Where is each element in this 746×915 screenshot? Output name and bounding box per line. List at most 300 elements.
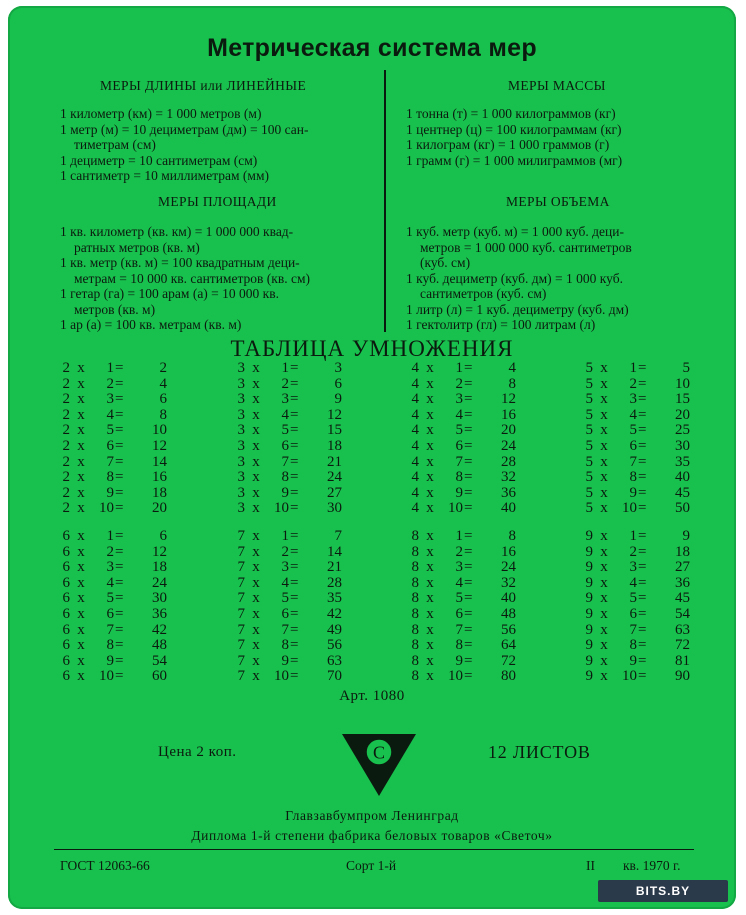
mult-cell: 6 (106, 437, 114, 454)
mult-cell: х (600, 375, 608, 392)
mult-cell: 4 (411, 453, 419, 470)
mult-cell: х (600, 469, 608, 486)
mult-cell: 6 (159, 391, 167, 408)
mult-cell: 6 (62, 605, 70, 622)
mult-cell: 9 (585, 637, 593, 654)
mult-cell: 9 (106, 484, 114, 501)
mult-row (579, 392, 690, 408)
mult-cell: = (290, 637, 299, 654)
mult-cell: 6 (62, 543, 70, 560)
mult-cell: = (290, 437, 299, 454)
volume-heading: МЕРЫ ОБЪЕМА (506, 194, 610, 209)
mult-cell: 40 (501, 590, 516, 607)
mult-row (231, 576, 342, 592)
mult-row (579, 408, 690, 424)
mult-cell: 3 (281, 391, 289, 408)
mult-cell: = (638, 422, 647, 439)
mult-cell: х (426, 543, 434, 560)
mult-row (405, 576, 516, 592)
mult-cell: 24 (501, 559, 516, 576)
mult-row (405, 377, 516, 393)
article-number: Арт. 1080 (339, 688, 405, 704)
manufacturer-line: Главзавбумпром Ленинград (285, 808, 459, 823)
mult-cell: 3 (237, 422, 245, 439)
mult-cell: х (77, 574, 85, 591)
mult-cell: 18 (327, 437, 342, 454)
mult-cell: 16 (501, 543, 516, 560)
mult-cell: 1 (455, 360, 463, 376)
mult-cell: 9 (585, 668, 593, 685)
mult-cell: 7 (237, 668, 245, 685)
mult-cell: 3 (237, 500, 245, 517)
mult-cell: х (600, 621, 608, 638)
mult-row (56, 545, 167, 561)
mult-row (56, 623, 167, 639)
mult-cell: 6 (629, 437, 637, 454)
volume-line: 1 куб. дециметр (куб. дм) = 1 000 куб. (406, 270, 623, 286)
mult-cell: 8 (106, 469, 114, 486)
mult-cell: 3 (237, 437, 245, 454)
mult-cell: = (115, 422, 124, 439)
mult-cell: х (600, 422, 608, 439)
mult-cell: х (252, 543, 260, 560)
mult-cell: 32 (501, 469, 516, 486)
mult-cell: 4 (629, 574, 637, 591)
mult-cell: 21 (327, 559, 342, 576)
mult-row (405, 623, 516, 639)
mult-cell: = (638, 360, 647, 376)
mult-cell: 9 (585, 574, 593, 591)
mult-cell: х (252, 574, 260, 591)
mult-cell: 40 (501, 500, 516, 517)
mult-row (231, 361, 342, 377)
mult-cell: 54 (152, 652, 167, 669)
mult-cell: х (77, 484, 85, 501)
mult-cell: 24 (152, 574, 167, 591)
mult-cell: = (464, 559, 473, 576)
mass-line: 1 килограм (кг) = 1 000 граммов (г) (406, 137, 610, 152)
mult-cell: 7 (281, 621, 289, 638)
mult-cell: х (426, 500, 434, 517)
mult-cell: 5 (455, 590, 463, 607)
mult-cell: 3 (629, 559, 637, 576)
mult-cell: = (290, 453, 299, 470)
mult-row (231, 654, 342, 670)
mult-cell: 7 (237, 528, 245, 544)
mult-cell: 3 (237, 484, 245, 501)
mult-cell: 10 (274, 500, 289, 517)
mult-cell: 9 (682, 528, 690, 544)
mult-cell: 1 (106, 360, 114, 376)
mult-cell: х (252, 437, 260, 454)
mult-cell: 36 (152, 605, 167, 622)
mult-cell: = (290, 500, 299, 517)
mult-row (405, 455, 516, 471)
mult-cell: 4 (411, 422, 419, 439)
mult-cell: х (600, 528, 608, 544)
mult-column-8 (405, 529, 516, 685)
mult-cell: = (290, 406, 299, 423)
mult-cell: х (600, 391, 608, 408)
mult-cell: 4 (411, 391, 419, 408)
mult-cell: 1 (281, 528, 289, 544)
mult-cell: 2 (62, 500, 70, 517)
mult-cell: 1 (106, 528, 114, 544)
mult-row (579, 545, 690, 561)
mult-cell: 16 (152, 469, 167, 486)
mult-cell: 15 (327, 422, 342, 439)
mult-cell: = (115, 559, 124, 576)
mult-cell: 7 (237, 543, 245, 560)
mult-cell: х (426, 605, 434, 622)
mult-cell: 6 (455, 437, 463, 454)
mult-cell: = (464, 406, 473, 423)
mult-cell: = (290, 621, 299, 638)
mult-cell: 21 (327, 453, 342, 470)
mult-cell: 24 (501, 437, 516, 454)
mult-row (405, 529, 516, 545)
mult-cell: 3 (281, 559, 289, 576)
mult-cell: = (290, 605, 299, 622)
mult-cell: = (115, 668, 124, 685)
mult-cell: х (600, 668, 608, 685)
mult-cell: = (115, 391, 124, 408)
mult-cell: = (638, 500, 647, 517)
mult-cell: 5 (585, 500, 593, 517)
mult-row (405, 669, 516, 685)
mult-column-4 (405, 361, 516, 517)
mult-cell: 28 (327, 574, 342, 591)
mult-row (56, 470, 167, 486)
mult-cell: 28 (501, 453, 516, 470)
mult-cell: 50 (675, 500, 690, 517)
mult-row (56, 669, 167, 685)
mult-cell: 8 (411, 668, 419, 685)
mult-cell: 8 (455, 469, 463, 486)
mult-cell: х (600, 453, 608, 470)
mult-cell: 70 (327, 668, 342, 685)
mult-cell: 3 (629, 391, 637, 408)
mult-cell: х (426, 453, 434, 470)
mult-cell: х (426, 621, 434, 638)
price-label: Цена 2 коп. (158, 744, 237, 760)
mult-cell: 2 (455, 375, 463, 392)
mult-cell: х (77, 637, 85, 654)
length-line: тиметрам (см) (74, 137, 156, 152)
mult-cell: 6 (334, 375, 342, 392)
mult-cell: 27 (675, 559, 690, 576)
mult-cell: = (464, 484, 473, 501)
mult-cell: х (600, 484, 608, 501)
mult-cell: 6 (62, 637, 70, 654)
mult-row (579, 470, 690, 486)
mult-cell: 7 (334, 528, 342, 544)
mult-cell: 42 (327, 605, 342, 622)
mult-cell: х (77, 652, 85, 669)
mult-cell: = (464, 574, 473, 591)
mult-cell: 10 (622, 500, 637, 517)
mult-row (231, 669, 342, 685)
mult-row (231, 377, 342, 393)
mult-cell: = (115, 621, 124, 638)
mass-line: 1 центнер (ц) = 100 килограммам (кг) (406, 121, 622, 137)
mult-row (231, 501, 342, 517)
mult-cell: 48 (501, 605, 516, 622)
mult-cell: = (115, 360, 124, 376)
mult-cell: х (600, 574, 608, 591)
mult-cell: 8 (411, 652, 419, 669)
mult-row (579, 654, 690, 670)
mult-cell: х (252, 652, 260, 669)
mult-cell: 9 (585, 605, 593, 622)
mult-cell: х (426, 391, 434, 408)
mult-cell: х (77, 437, 85, 454)
mult-cell: 4 (411, 360, 419, 376)
mult-cell: = (115, 484, 124, 501)
mult-cell: х (600, 559, 608, 576)
mult-cell: 7 (237, 605, 245, 622)
volume-line: 1 куб. метр (куб. м) = 1 000 куб. деци- (406, 224, 624, 239)
mult-cell: х (600, 437, 608, 454)
mult-cell: 15 (675, 391, 690, 408)
mult-cell: 6 (455, 605, 463, 622)
mult-cell: 18 (675, 543, 690, 560)
mult-row (405, 423, 516, 439)
mult-cell: 54 (675, 605, 690, 622)
mult-cell: 6 (281, 437, 289, 454)
mult-row (231, 591, 342, 607)
mult-cell: 8 (411, 637, 419, 654)
mult-cell: 63 (327, 652, 342, 669)
mult-cell: = (464, 360, 473, 376)
mult-row (579, 423, 690, 439)
mult-cell: 7 (237, 574, 245, 591)
mult-cell: = (290, 528, 299, 544)
mult-cell: 7 (106, 621, 114, 638)
mult-row (405, 470, 516, 486)
mult-cell: х (77, 500, 85, 517)
mult-row (231, 607, 342, 623)
mult-cell: = (638, 375, 647, 392)
mult-cell: 2 (62, 469, 70, 486)
mult-cell: 6 (62, 621, 70, 638)
mult-cell: 6 (62, 668, 70, 685)
mult-cell: = (464, 621, 473, 638)
mult-cell: 3 (237, 453, 245, 470)
mult-cell: 1 (455, 528, 463, 544)
mult-cell: 5 (585, 422, 593, 439)
mult-cell: 8 (411, 543, 419, 560)
mult-cell: = (115, 637, 124, 654)
mult-cell: х (600, 360, 608, 376)
mult-cell: 6 (62, 652, 70, 669)
mult-cell: 14 (327, 543, 342, 560)
mult-row (405, 439, 516, 455)
mult-row (579, 576, 690, 592)
mult-cell: = (638, 590, 647, 607)
mult-row (56, 361, 167, 377)
mult-cell: 4 (411, 437, 419, 454)
mult-cell: 5 (585, 453, 593, 470)
mult-cell: 48 (152, 637, 167, 654)
mult-cell: 80 (501, 668, 516, 685)
mult-cell: 45 (675, 484, 690, 501)
mult-cell: 9 (281, 652, 289, 669)
mult-cell: 10 (99, 668, 114, 685)
mult-row (231, 623, 342, 639)
mult-column-3 (231, 361, 342, 517)
mult-cell: 9 (281, 484, 289, 501)
mult-cell: 5 (682, 360, 690, 376)
mult-cell: х (426, 469, 434, 486)
mult-cell: 25 (675, 422, 690, 439)
area-heading: МЕРЫ ПЛОЩАДИ (158, 194, 277, 209)
mult-cell: 5 (106, 422, 114, 439)
mult-row (579, 669, 690, 685)
mult-cell: 2 (62, 422, 70, 439)
mult-cell: = (290, 668, 299, 685)
mult-cell: 6 (62, 528, 70, 544)
mult-cell: 2 (455, 543, 463, 560)
mult-row (56, 560, 167, 576)
mult-row (56, 486, 167, 502)
mult-row (231, 470, 342, 486)
mult-row (231, 455, 342, 471)
mult-cell: х (600, 500, 608, 517)
mult-cell: = (115, 528, 124, 544)
mult-cell: = (290, 391, 299, 408)
mult-cell: = (115, 590, 124, 607)
mult-cell: 56 (501, 621, 516, 638)
mult-cell: 4 (411, 375, 419, 392)
mult-cell: = (115, 406, 124, 423)
mult-row (405, 361, 516, 377)
logo-letter: С (372, 742, 386, 763)
volume-block (406, 224, 632, 333)
mult-cell: = (638, 652, 647, 669)
mult-cell: 5 (106, 590, 114, 607)
mult-cell: 24 (327, 469, 342, 486)
gost-label: ГОСТ 12063-66 (60, 858, 150, 873)
mult-cell: 42 (152, 621, 167, 638)
mult-cell: 4 (411, 484, 419, 501)
mult-cell: х (426, 360, 434, 376)
mult-cell: 72 (501, 652, 516, 669)
mult-cell: 4 (281, 406, 289, 423)
mult-cell: х (426, 484, 434, 501)
mult-row (405, 486, 516, 502)
mult-row (405, 607, 516, 623)
mult-cell: х (252, 605, 260, 622)
mult-cell: = (290, 590, 299, 607)
mult-cell: 6 (629, 605, 637, 622)
mult-cell: = (638, 543, 647, 560)
mult-cell: 6 (159, 528, 167, 544)
mult-cell: х (426, 637, 434, 654)
mult-cell: 40 (675, 469, 690, 486)
mult-cell: х (77, 543, 85, 560)
mult-cell: 9 (585, 543, 593, 560)
mult-cell: 8 (411, 621, 419, 638)
sheet-count: 12 ЛИСТОВ (488, 742, 591, 762)
mult-cell: = (115, 574, 124, 591)
mult-cell: х (426, 574, 434, 591)
mult-cell: 9 (585, 528, 593, 544)
mult-cell: 7 (237, 637, 245, 654)
mult-cell: х (600, 590, 608, 607)
mult-cell: 8 (281, 637, 289, 654)
mult-cell: 9 (629, 652, 637, 669)
multiplication-title: ТАБЛИЦА УМНОЖЕНИЯ (230, 336, 514, 361)
mult-cell: 9 (585, 590, 593, 607)
mult-cell: х (252, 375, 260, 392)
mult-cell: х (252, 360, 260, 376)
mult-cell: 5 (455, 422, 463, 439)
mult-cell: х (600, 543, 608, 560)
mult-cell: 9 (455, 652, 463, 669)
mult-cell: 10 (99, 500, 114, 517)
mult-cell: = (464, 528, 473, 544)
mult-row (405, 654, 516, 670)
mult-cell: 3 (237, 391, 245, 408)
mult-row (56, 377, 167, 393)
mult-cell: х (252, 469, 260, 486)
mult-row (405, 560, 516, 576)
mult-cell: = (638, 406, 647, 423)
length-line: 1 километр (км) = 1 000 метров (м) (60, 106, 262, 121)
mult-cell: 63 (675, 621, 690, 638)
mult-cell: х (426, 559, 434, 576)
mult-cell: 6 (62, 590, 70, 607)
mult-cell: 8 (629, 637, 637, 654)
mult-cell: 8 (508, 375, 516, 392)
mult-row (231, 408, 342, 424)
mult-cell: х (77, 391, 85, 408)
mult-row (579, 439, 690, 455)
mult-row (231, 638, 342, 654)
mult-cell: 8 (159, 406, 167, 423)
mult-cell: 90 (675, 668, 690, 685)
mult-cell: 8 (411, 559, 419, 576)
mult-row (579, 361, 690, 377)
volume-line: метров = 1 000 000 куб. сантиметров (420, 239, 632, 255)
mult-cell: 3 (237, 375, 245, 392)
mult-cell: 2 (106, 375, 114, 392)
mult-cell: 7 (106, 453, 114, 470)
mult-cell: = (638, 605, 647, 622)
mult-row (231, 560, 342, 576)
mult-row (579, 591, 690, 607)
mult-cell: 8 (508, 528, 516, 544)
mult-cell: х (426, 422, 434, 439)
mult-cell: = (638, 469, 647, 486)
mult-row (56, 591, 167, 607)
mult-cell: х (252, 668, 260, 685)
mult-cell: х (252, 500, 260, 517)
area-line: метрам = 10 000 кв. сантиметров (кв. см) (74, 270, 310, 286)
notebook-cover (8, 6, 736, 909)
mult-cell: = (464, 437, 473, 454)
grade-label: Сорт 1-й (346, 858, 397, 873)
mult-cell: х (77, 528, 85, 544)
mult-cell: 4 (159, 375, 167, 392)
mult-cell: 6 (106, 605, 114, 622)
mult-cell: 10 (152, 422, 167, 439)
mult-cell: 10 (675, 375, 690, 392)
mult-cell: 3 (237, 406, 245, 423)
mult-cell: х (252, 528, 260, 544)
mult-cell: 5 (585, 469, 593, 486)
